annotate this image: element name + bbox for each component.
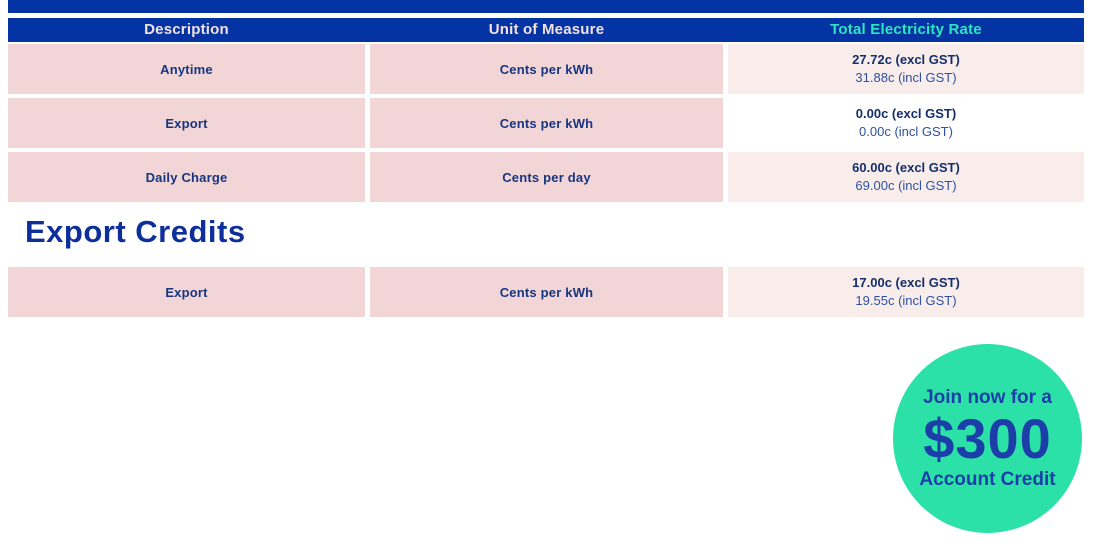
- header-unit-of-measure: Unit of Measure: [488, 21, 605, 38]
- table-row-anytime: [8, 44, 1084, 94]
- rate-excl-gst: 17.00c (excl GST): [852, 275, 960, 290]
- description-cell: Export: [8, 267, 365, 317]
- header-description: Description: [144, 21, 229, 38]
- rate-cell: [728, 44, 1084, 94]
- table-row-export: [8, 98, 1084, 148]
- unit-cell: Cents per kWh: [370, 98, 723, 148]
- unit-cell: Cents per kWh: [370, 267, 723, 317]
- description-cell: Daily Charge: [8, 152, 365, 202]
- promo-amount: $300: [923, 406, 1052, 470]
- join-now-promo-badge[interactable]: [893, 344, 1082, 533]
- rate-incl-gst: 69.00c (incl GST): [855, 178, 957, 193]
- rate-incl-gst: 31.88c (incl GST): [855, 70, 957, 85]
- rate-cell: [728, 98, 1084, 148]
- header-total-electricity-rate: Total Electricity Rate: [830, 21, 982, 38]
- unit-cell: Cents per kWh: [370, 44, 723, 94]
- description-cell: Export: [8, 98, 365, 148]
- table-header-row: [8, 18, 1084, 42]
- table-row-daily-charge: [8, 152, 1084, 202]
- rate-incl-gst: 19.55c (incl GST): [855, 293, 957, 308]
- promo-line-1: Join now for a: [923, 386, 1052, 408]
- rate-excl-gst: 60.00c (excl GST): [852, 160, 960, 175]
- rate-incl-gst: 0.00c (incl GST): [859, 124, 953, 139]
- rate-excl-gst: 27.72c (excl GST): [852, 52, 960, 67]
- rate-cell: [728, 267, 1084, 317]
- table-row-export-credit: [8, 267, 1084, 317]
- unit-cell: Cents per day: [370, 152, 723, 202]
- rate-cell: [728, 152, 1084, 202]
- description-cell: Anytime: [8, 44, 365, 94]
- rate-excl-gst: 0.00c (excl GST): [855, 106, 957, 121]
- top-accent-bar: [8, 0, 1084, 13]
- export-credits-heading: Export Credits: [25, 214, 246, 249]
- promo-line-2: Account Credit: [919, 468, 1056, 490]
